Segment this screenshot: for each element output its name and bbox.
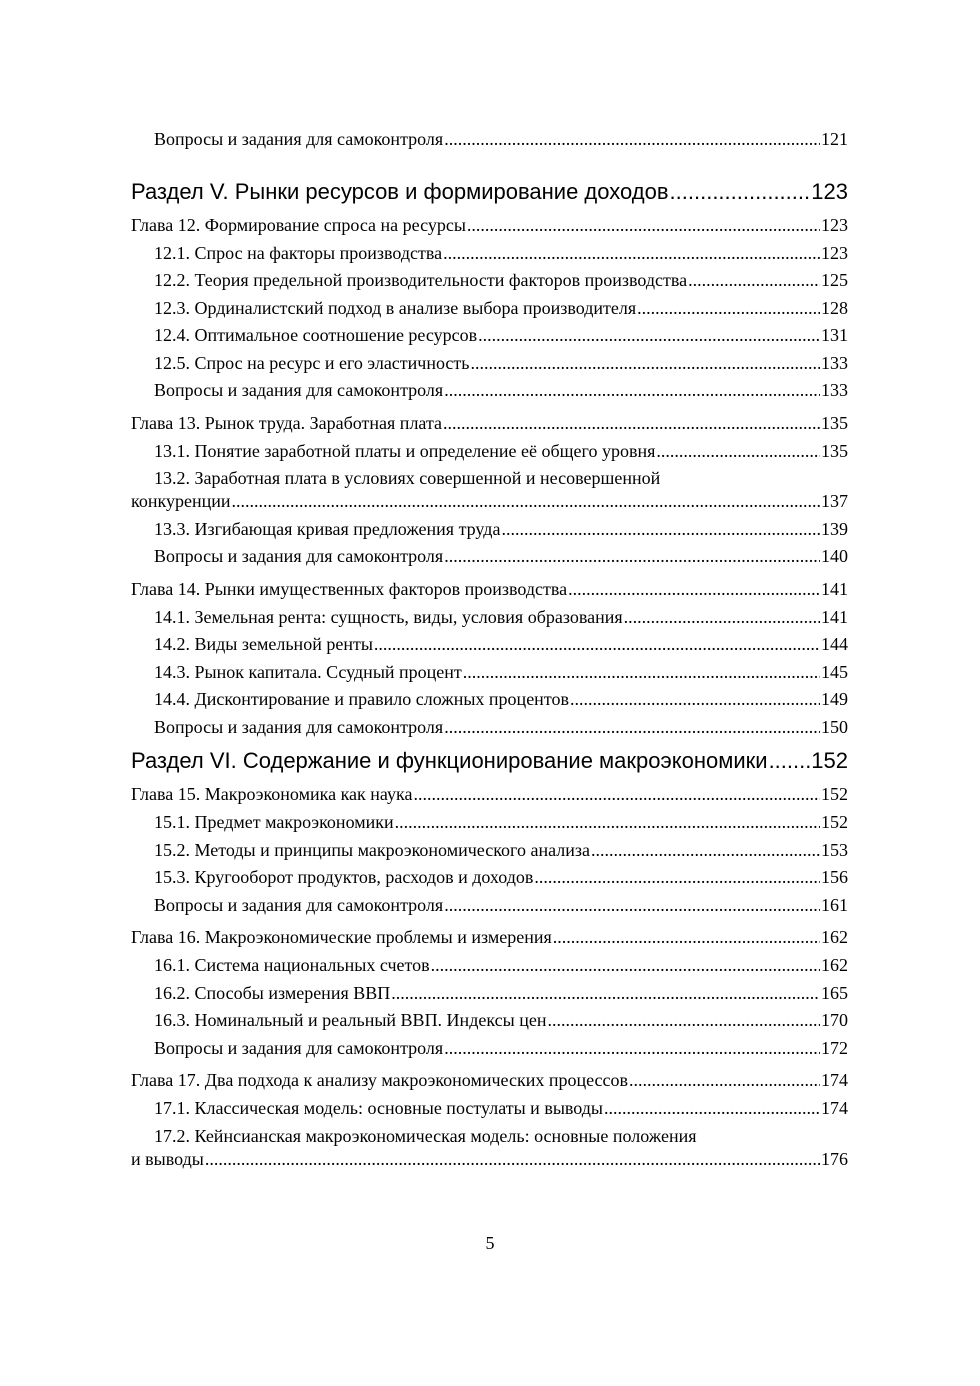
dot-leader <box>568 573 820 606</box>
toc-entry-page: 153 <box>821 839 848 860</box>
toc-entry-title: 17.2. Кейнсианская макроэкономическая модель: основные положения <box>154 1125 697 1146</box>
toc-entry-subsection[interactable] <box>131 661 848 689</box>
toc-entry-page: 152 <box>821 812 848 832</box>
toc-entry-page: 123 <box>821 242 848 263</box>
toc-entry-title: Вопросы и задания для самоконтроля <box>154 894 444 915</box>
toc-entry-page: 174 <box>821 1070 848 1090</box>
toc-entry-subsection[interactable] <box>131 1097 848 1125</box>
toc-entry-subsection[interactable] <box>131 545 848 573</box>
toc-entry-subsection[interactable] <box>131 894 848 922</box>
toc-entry-page: 150 <box>821 716 848 737</box>
dot-leader <box>391 982 820 1005</box>
toc-entry-title: 17.1. Классическая модель: основные постулаты и выводы <box>154 1098 604 1118</box>
dot-leader <box>444 128 820 151</box>
toc-entry-title: Вопросы и задания для самоконтроля <box>154 546 444 566</box>
toc-entry-title-continued: конкуренции <box>131 491 231 511</box>
dot-leader <box>463 661 820 684</box>
toc-entry-page: 121 <box>821 129 848 149</box>
toc-entry-title: 12.4. Оптимальное соотношение ресурсов <box>154 325 478 345</box>
toc-entry-title: 16.3. Номинальный и реальный ВВП. Индексы цен <box>154 1010 547 1030</box>
dot-leader <box>431 954 820 977</box>
toc-entry-title: Глава 15. Макроэкономика как наука <box>131 784 413 804</box>
toc-entry-page: 174 <box>821 1098 848 1118</box>
toc-entry-title: Раздел V. Рынки ресурсов и формирование доходов <box>131 178 669 204</box>
toc-entry-page: 125 <box>821 270 848 290</box>
toc-entry-page: 156 <box>821 867 848 887</box>
toc-entry-title: 13.2. Заработная плата в условиях совершенной и несовершенной <box>154 468 661 488</box>
dot-leader <box>205 1148 820 1171</box>
toc-entry-page: 128 <box>821 297 848 318</box>
toc-entry-section[interactable] <box>131 174 848 209</box>
toc-entry-subsection[interactable] <box>131 839 848 867</box>
toc-entry-subsection[interactable] <box>131 866 848 894</box>
toc-entry-title: 15.1. Предмет макроэкономики <box>154 812 394 832</box>
toc-entry-page: 133 <box>821 380 848 400</box>
toc-entry-title: Глава 14. Рынки имущественных факторов производства <box>131 578 568 599</box>
toc-entry-subsection[interactable] <box>131 954 848 982</box>
toc-entry-title: 14.2. Виды земельной ренты <box>154 634 373 654</box>
toc-entry-page: 144 <box>821 634 848 654</box>
toc-entry-title: 16.2. Способы измерения ВВП <box>154 982 391 1003</box>
toc-entry-page: 137 <box>821 491 848 511</box>
toc-entry-page: 170 <box>821 1010 848 1030</box>
toc-entry-title: 15.2. Методы и принципы макроэкономического анализа <box>154 839 590 860</box>
toc-entry-page: 162 <box>821 927 848 947</box>
dot-leader <box>604 1097 820 1120</box>
toc-entry-page: 135 <box>821 440 848 461</box>
toc-entry-subsection[interactable] <box>131 633 848 661</box>
dot-leader <box>444 1037 820 1060</box>
toc-entry-title: Глава 16. Макроэкономические проблемы и измерения <box>131 927 552 947</box>
toc-entry-page: 140 <box>821 546 848 566</box>
toc-entry-title: 13.3. Изгибающая кривая предложения труда <box>154 518 501 539</box>
dot-leader <box>444 894 820 917</box>
toc-entry-page: 152 <box>811 748 848 773</box>
toc-entry-title: 16.1. Система национальных счетов <box>154 955 430 975</box>
dot-leader <box>553 921 820 954</box>
toc-entry-subsection[interactable] <box>131 1125 848 1176</box>
toc-entry-title: Вопросы и задания для самоконтроля <box>154 716 444 737</box>
toc-entry-page: 152 <box>821 784 848 804</box>
toc-entry-page: 123 <box>811 178 848 204</box>
toc-entry-page: 135 <box>821 412 848 433</box>
dot-leader <box>624 606 820 629</box>
dot-leader <box>471 352 821 375</box>
toc-entry-page: 145 <box>821 661 848 682</box>
dot-leader <box>637 297 820 320</box>
dot-leader <box>629 1064 820 1097</box>
toc-entry-chapter[interactable] <box>131 573 848 606</box>
dot-leader <box>413 778 820 811</box>
toc-entry-title: 15.3. Кругооборот продуктов, расходов и доходов <box>154 867 534 887</box>
toc-entry-subsection[interactable] <box>131 269 848 297</box>
toc-entry-title: 14.4. Дисконтирование и правило сложных процентов <box>154 689 569 709</box>
toc-entry-title: 14.1. Земельная рента: сущность, виды, условия образования <box>154 606 623 627</box>
toc-entry-title: 14.3. Рынок капитала. Ссудный процент <box>154 661 462 682</box>
toc-entry-subsection[interactable] <box>131 297 848 325</box>
dot-leader <box>547 1009 820 1032</box>
dot-leader <box>467 209 820 242</box>
dot-leader <box>395 811 820 834</box>
toc-entry-chapter[interactable] <box>131 921 848 954</box>
dot-leader <box>656 440 820 463</box>
toc-entry-page: 131 <box>821 325 848 345</box>
toc-entry-title: 12.5. Спрос на ресурс и его эластичность <box>154 352 470 373</box>
toc-entry-title: Раздел VI. Содержание и функционирование макроэкономики <box>131 748 768 773</box>
dot-leader <box>444 716 820 739</box>
toc-entry-subsection[interactable] <box>131 1037 848 1065</box>
toc-entry-chapter[interactable] <box>131 778 848 811</box>
dot-leader <box>443 407 820 440</box>
dot-leader <box>444 379 820 402</box>
dot-leader <box>231 490 820 513</box>
dot-leader <box>670 174 811 209</box>
toc-entry-subsection[interactable] <box>131 982 848 1010</box>
toc-entry-title: 12.1. Спрос на факторы производства <box>154 242 443 263</box>
toc-entry-subsection[interactable] <box>131 606 848 634</box>
toc-entry-title: Вопросы и задания для самоконтроля <box>154 380 444 400</box>
dot-leader <box>534 866 820 889</box>
toc-entry-section[interactable] <box>131 743 848 778</box>
toc-entry-subsection[interactable] <box>131 811 848 839</box>
toc-entry-page: 133 <box>821 352 848 373</box>
dot-leader <box>374 633 820 656</box>
dot-leader <box>591 839 820 862</box>
dot-leader <box>570 688 820 711</box>
toc-entry-title: Глава 13. Рынок труда. Заработная плата <box>131 412 443 433</box>
toc-entry-title-continued: и выводы <box>131 1148 204 1169</box>
toc-entry-page: 165 <box>821 982 848 1003</box>
toc-entry-title: 12.3. Ординалистский подход в анализе выбора производителя <box>154 297 637 318</box>
dot-leader <box>688 269 820 292</box>
toc-entry-title: Вопросы и задания для самоконтроля <box>154 129 444 149</box>
page-number: 5 <box>485 1233 495 1253</box>
toc-entry-page: 162 <box>821 955 848 975</box>
toc-entry-title: Глава 17. Два подхода к анализу макроэкономических процессов <box>131 1070 629 1090</box>
toc-entry-subsection[interactable] <box>131 324 848 352</box>
toc-entry-page: 176 <box>821 1148 848 1169</box>
toc-entry-title: Глава 12. Формирование спроса на ресурсы <box>131 214 466 235</box>
toc-entry-chapter[interactable] <box>131 209 848 242</box>
dot-leader <box>443 242 820 265</box>
toc-entry-subsection[interactable] <box>131 688 848 716</box>
toc-entry-chapter[interactable] <box>131 407 848 440</box>
dot-leader <box>444 545 820 568</box>
toc-entry-page: 141 <box>821 578 848 599</box>
toc-entry-subsection[interactable] <box>131 440 848 468</box>
toc-entry-subsection[interactable] <box>131 352 848 380</box>
toc-entry-page: 123 <box>821 214 848 235</box>
toc-entry-subsection[interactable] <box>131 467 848 518</box>
toc-entry-page: 141 <box>821 606 848 627</box>
toc-entry-subsection[interactable] <box>131 716 848 744</box>
toc-entry-subsection[interactable] <box>131 1009 848 1037</box>
toc-entry-subsection[interactable] <box>131 128 848 156</box>
toc-entry-title: 13.1. Понятие заработной платы и определение её общего уровня <box>154 440 656 461</box>
toc-entry-page: 139 <box>821 518 848 539</box>
toc-entry-page: 161 <box>821 894 848 915</box>
toc-entry-title: Вопросы и задания для самоконтроля <box>154 1037 444 1058</box>
toc-entry-subsection[interactable] <box>131 518 848 546</box>
toc-entry-subsection[interactable] <box>131 379 848 407</box>
toc-entry-chapter[interactable] <box>131 1064 848 1097</box>
dot-leader <box>478 324 820 347</box>
toc-entry-title: 12.2. Теория предельной производительности факторов производства <box>154 270 688 290</box>
dot-leader <box>769 743 811 778</box>
toc-entry-subsection[interactable] <box>131 242 848 270</box>
toc-entry-page: 149 <box>821 689 848 709</box>
toc-entry-page: 172 <box>821 1037 848 1058</box>
dot-leader <box>501 518 820 541</box>
table-of-contents <box>131 128 848 1175</box>
